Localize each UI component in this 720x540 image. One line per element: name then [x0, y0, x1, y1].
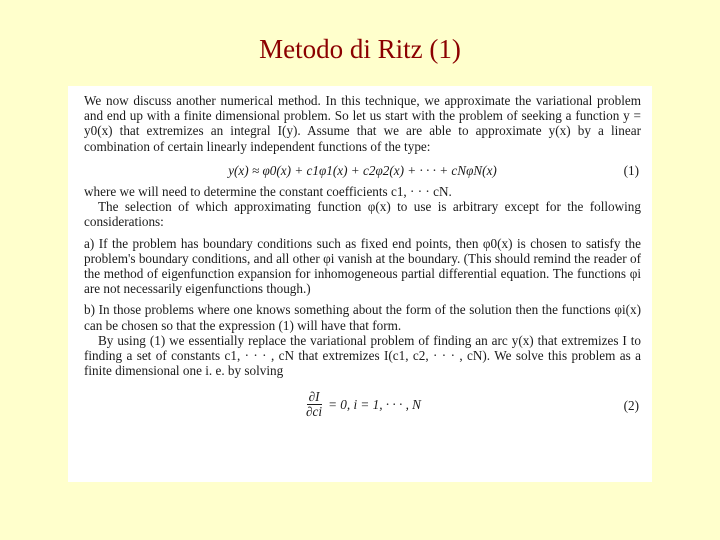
equation-2: [84, 382, 641, 419]
slide-title: Metodo di Ritz (1): [259, 34, 461, 64]
equation-2-rhs: = 0, i = 1, · · · , N: [328, 397, 421, 413]
fraction-denominator: ∂ci: [306, 404, 323, 420]
equation-1-formula: y(x) ≈ φ0(x) + c1φ1(x) + c2φ2(x) + · · · + cNφN(x): [228, 162, 497, 178]
equation-1: [84, 163, 641, 178]
equation-2-number: (2): [623, 398, 639, 414]
by-using-paragraph: By using (1) we essentially replace the variational problem of finding an arc y(x) that extremizes I to finding a set of constants c1, · · · , cN that extremizes I(c1, c2, · · · , cN). We solve this problem as a finite dimensional one i. e. by solving: [84, 332, 641, 379]
consideration-a: a) If the problem has boundary conditions such as fixed end points, then φ0(x) is chosen to satisfy the problem's boundary conditions, and all other φi vanish at the boundary. (This should remind the reader of the method of eigenfunction expansion for inhomogeneous partial differential equation. The functions φi are not necessarily eigenfunctions though.): [84, 235, 641, 297]
coefficients-paragraph: where we will need to determine the constant coefficients c1, · · · cN.: [84, 184, 452, 200]
equation-1-number: (1): [623, 162, 639, 178]
selection-paragraph: The selection of which approximating function φ(x) to use is arbitrary except for the following considerations:: [84, 199, 641, 230]
intro-paragraph: We now discuss another numerical method. In this technique, we approximate the variational problem and end up with a finite dimensional problem. So let us start with the problem of seeking a function y = y0(x) that extremizes an integral I(y). Assume that we are able to approximate y(x) by a linear combination of certain linearly independent functions of the type:: [84, 93, 641, 154]
fraction-numerator: ∂I: [308, 389, 320, 405]
document-panel: [68, 86, 652, 482]
consideration-b: b) In those problems where one knows something about the form of the solution then the functions φi(x) can be chosen so that the expression (1) will have that form.: [84, 302, 641, 333]
partial-derivative-fraction: [304, 390, 324, 419]
